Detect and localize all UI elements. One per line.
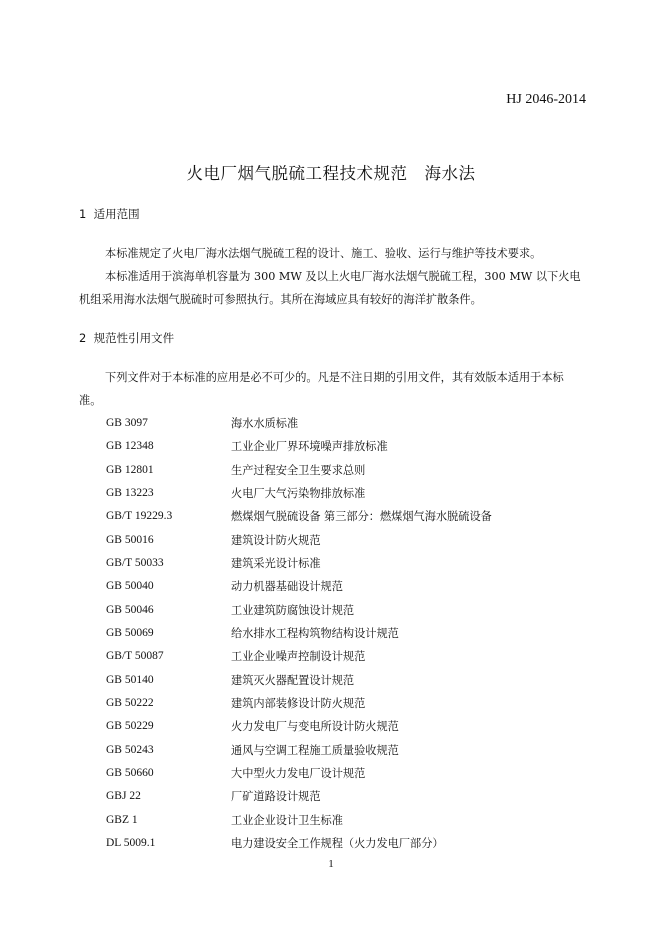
reference-code: GB 3097 [106,417,148,429]
reference-item [106,622,492,645]
section-2-heading: 2 规范性引用文件 [79,331,175,345]
section-1-paragraph-2 [79,265,585,311]
reference-code: DL 5009.1 [106,836,156,849]
section-2-intro [79,366,585,412]
reference-code: GB/T 50087 [106,650,164,663]
reference-item [106,809,492,832]
section-1-paragraph-1-text: 本标准规定了火电厂海水法烟气脱硫工程的设计、施工、验收、运行与维护等技术要求。 [105,247,542,260]
reference-item [106,529,492,552]
reference-name: 厂矿道路设计规范 [231,790,321,804]
reference-name: 工业企业噪声控制设计规范 [231,650,366,664]
reference-name: 建筑采光设计标准 [231,556,321,570]
reference-name: 建筑灭火器配置设计规范 [231,673,355,687]
reference-list [106,412,492,855]
reference-name: 火电厂大气污染物排放标准 [231,486,366,500]
reference-item [106,599,492,622]
reference-code: GB 50140 [106,673,154,686]
reference-item [106,739,492,762]
reference-name: 电力建设安全工作规程（火力发电厂部分） [231,836,444,850]
reference-code: GBZ 1 [106,813,138,826]
reference-name: 给水排水工程构筑物结构设计规范 [231,626,399,640]
reference-name: 动力机器基础设计规范 [231,580,343,594]
reference-code: GB 50016 [106,533,154,546]
reference-name: 通风与空调工程施工质量验收规范 [231,743,399,757]
reference-code: GB/T 19229.3 [106,510,173,523]
reference-name: 生产过程安全卫生要求总则 [231,463,366,477]
document-title: 火电厂烟气脱硫工程技术规范 海水法 [186,164,476,183]
reference-code: GB/T 50033 [106,556,164,569]
reference-code: GB 50069 [106,626,154,639]
reference-name: 大中型火力发电厂设计规范 [231,766,366,780]
page-number: 1 [328,858,334,870]
reference-code: GB 50046 [106,603,154,616]
section-2-intro-text: 下列文件对于本标准的应用是必不可少的。凡是不注日期的引用文件，其有效版本适用于本标准。 [79,371,564,407]
reference-code: GB 12801 [106,463,154,476]
reference-item [106,412,492,435]
reference-item [106,669,492,692]
reference-item [106,435,492,458]
reference-item [106,692,492,715]
reference-item [106,785,492,808]
reference-name: 火力发电厂与变电所设计防火规范 [231,720,399,734]
reference-code: GBJ 22 [106,790,141,803]
reference-code: GB 50222 [106,696,154,709]
section-1-heading: 1 适用范围 [79,207,140,221]
reference-item [106,575,492,598]
reference-item [106,459,492,482]
reference-item [106,482,492,505]
reference-name: 海水水质标准 [231,417,299,430]
document-code: HJ 2046-2014 [506,92,586,107]
reference-code: GB 50243 [106,743,154,756]
reference-code: GB 13223 [106,486,154,499]
reference-name: 工业企业厂界环境噪声排放标准 [231,440,388,454]
reference-name: 建筑设计防火规范 [231,533,321,547]
reference-item [106,645,492,668]
reference-name: 燃煤烟气脱硫设备 第三部分：燃煤烟气海水脱硫设备 [231,510,492,524]
reference-item [106,762,492,785]
reference-item [106,552,492,575]
reference-code: GB 50040 [106,580,154,593]
reference-code: GB 50660 [106,766,154,779]
reference-name: 工业建筑防腐蚀设计规范 [231,603,355,617]
reference-item [106,832,492,855]
section-1-paragraph-2-text: 本标准适用于滨海单机容量为 300 MW 及以上火电厂海水法烟气脱硫工程，300 MW 以下火电机组采用海水法烟气脱硫时可参照执行。其所在海域应具有较好的海洋扩散条件。 [79,270,581,306]
reference-code: GB 50229 [106,720,154,733]
reference-name: 建筑内部装修设计防火规范 [231,696,366,710]
reference-code: GB 12348 [106,440,154,453]
reference-item [106,715,492,738]
section-1-paragraph-1 [79,242,585,265]
reference-name: 工业企业设计卫生标准 [231,813,343,827]
reference-item [106,505,492,528]
